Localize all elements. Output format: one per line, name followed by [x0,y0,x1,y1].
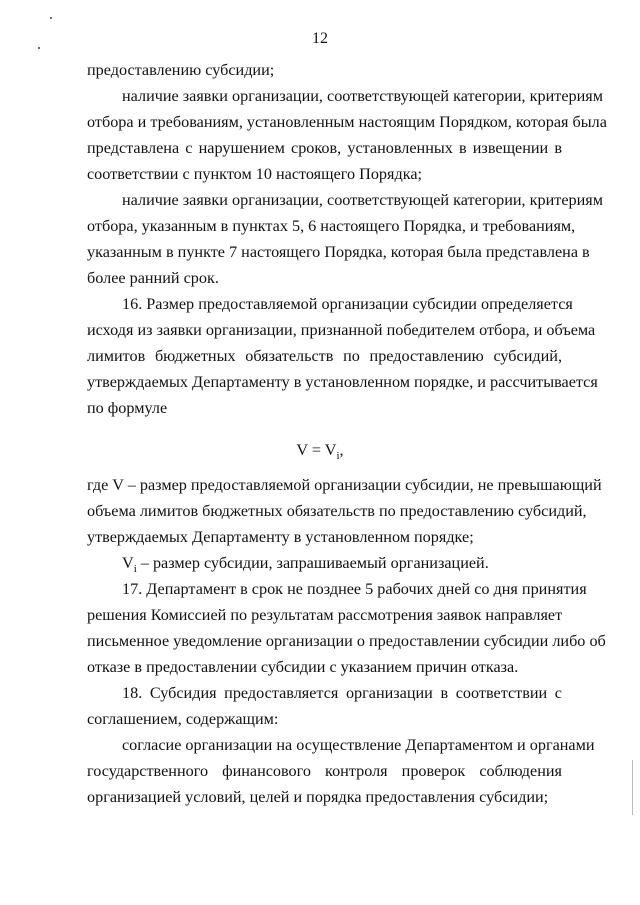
vi-definition-line [122,553,562,579]
text-line: представлена с нарушением сроков, установленных в извещении в [87,139,562,157]
text-line: 17. Департамент в срок не позднее 5 рабочих дней со дня принятия [122,580,587,598]
text-line: отбора, указанным в пунктах 5, 6 настоящего Порядка, и требованиям, [87,217,576,235]
text-line: по формуле [87,399,168,417]
text-line: соглашением, содержащим: [87,710,279,728]
page-number: 12 [312,30,328,47]
text-line: государственного финансового контроля проверок соблюдения [87,762,562,780]
text-line: решения Комиссией по результатам рассмотрения заявок направляет [87,606,563,624]
text-line: отбора и требованиям, установленным настоящим Порядком, которая была [87,113,607,131]
text-line: организацией условий, целей и порядка предоставления субсидии; [87,788,549,806]
scan-speck [50,17,52,19]
text-line: 16. Размер предоставляемой организации субсидии определяется [122,295,573,313]
scan-edge-mark [632,760,633,815]
text-line: отказе в предоставлении субсидии с указанием причин отказа. [87,658,519,676]
formula-tail: , [339,441,344,459]
formula-subscript: i [336,450,340,463]
vi-symbol: V [122,554,134,572]
vi-definition-text: – размер субсидии, запрашиваемый организацией. [140,554,489,572]
text-line: объема лимитов бюджетных обязательств по предоставлению субсидий, [87,502,587,520]
text-line: утверждаемых Департаменту в установленном порядке; [87,528,474,546]
text-line: согласие организации на осуществление Департаментом и органами [122,736,595,754]
text-line: более ранний срок. [87,269,219,287]
text-line: наличие заявки организации, соответствующей категории, критериям [122,191,603,209]
vi-subscript: i [133,563,137,576]
text-line: 18. Субсидия предоставляется организации в соответствии с [122,684,562,702]
text-line: указанным в пункте 7 настоящего Порядка, которая была представлена в [87,243,590,261]
text-line: лимитов бюджетных обязательств по предоставлению субсидий, [87,347,562,365]
text-line: письменное уведомление организации о предоставлении субсидии либо об [87,632,606,650]
text-line: исходя из заявки организации, признанной победителем отбора, и объема [87,321,596,339]
text-line: соответствии с пунктом 10 настоящего Порядка; [87,165,422,183]
text-line: утверждаемых Департаменту в установленном порядке, и рассчитывается [87,373,598,391]
formula-main: V = V [296,441,337,459]
text-line: предоставлению субсидии; [87,61,275,79]
text-line: где V – размер предоставляемой организации субсидии, не превышающий [87,476,602,494]
formula [0,440,640,466]
text-line: наличие заявки организации, соответствующей категории, критериям [122,87,603,105]
